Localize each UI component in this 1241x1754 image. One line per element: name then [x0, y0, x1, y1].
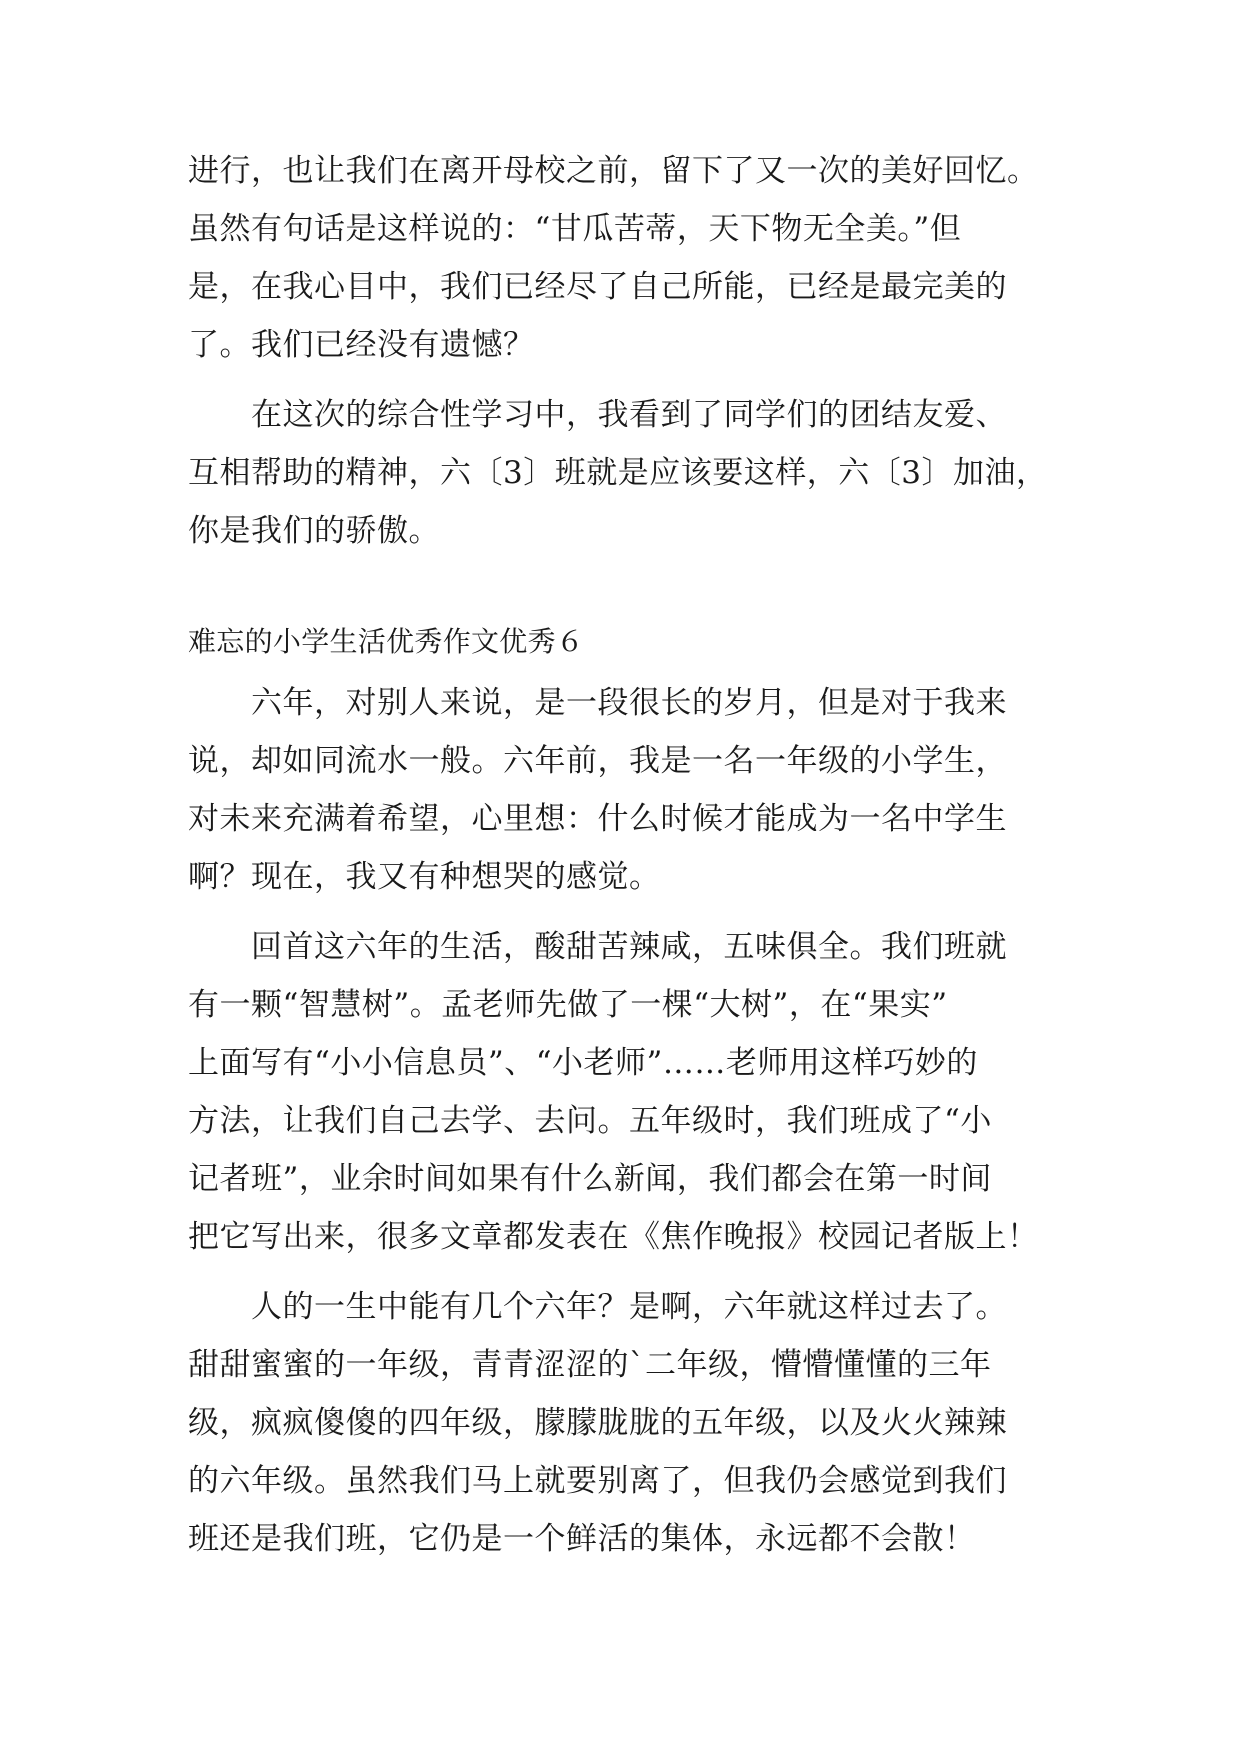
paragraph-line: 甜甜蜜蜜的一年级，青青涩涩的`二年级，懵懵懂懂的三年	[188, 1347, 992, 1383]
paragraph-line: 把它写出来，很多文章都发表在《焦作晚报》校园记者版上！	[188, 1219, 1039, 1255]
paragraph-line: 对未来充满着希望，心里想：什么时候才能成为一名中学生	[188, 801, 1007, 837]
paragraph-line: 了。我们已经没有遗憾？	[188, 327, 535, 363]
paragraph-line: 互相帮助的精神，六〔3〕班就是应该要这样，六〔3〕加油，	[188, 455, 1048, 491]
paragraph-line: 虽然有句话是这样说的：“甘瓜苦蒂，天下物无全美。”但	[188, 211, 962, 247]
paragraph-line: 说，却如同流水一般。六年前，我是一名一年级的小学生，	[188, 743, 1007, 779]
paragraph-line: 班还是我们班，它仍是一个鲜活的集体，永远都不会散！	[188, 1521, 976, 1557]
paragraph-line: 级，疯疯傻傻的四年级，朦朦胧胧的五年级，以及火火辣辣	[188, 1405, 1007, 1441]
section-heading: 难忘的小学生活优秀作文优秀６	[188, 625, 585, 658]
paragraph-line: 记者班”，业余时间如果有什么新闻，我们都会在第一时间	[188, 1161, 992, 1197]
paragraph-line: 你是我们的骄傲。	[188, 513, 440, 549]
paragraph-line: 回首这六年的生活，酸甜苦辣咸，五味俱全。我们班就	[188, 929, 1007, 965]
paragraph-line: 在这次的综合性学习中，我看到了同学们的团结友爱、	[188, 397, 1007, 433]
paragraph-line: 有一颗“智慧树”。孟老师先做了一棵“大树”，在“果实”	[188, 987, 948, 1023]
paragraph-line: 六年，对别人来说，是一段很长的岁月，但是对于我来	[188, 685, 1007, 721]
paragraph-line: 上面写有“小小信息员”、“小老师”……老师用这样巧妙的	[188, 1045, 978, 1081]
paragraph-line: 是，在我心目中，我们已经尽了自己所能，已经是最完美的	[188, 269, 1007, 305]
paragraph-line: 方法，让我们自己去学、去问。五年级时，我们班成了“小	[188, 1103, 992, 1139]
paragraph-line: 啊？现在，我又有种想哭的感觉。	[188, 859, 661, 895]
paragraph-line: 进行，也让我们在离开母校之前，留下了又一次的美好回忆。	[188, 153, 1039, 189]
paragraph-line: 人的一生中能有几个六年？是啊，六年就这样过去了。	[188, 1289, 1007, 1325]
paragraph-line: 的六年级。虽然我们马上就要别离了，但我仍会感觉到我们	[188, 1463, 1007, 1499]
